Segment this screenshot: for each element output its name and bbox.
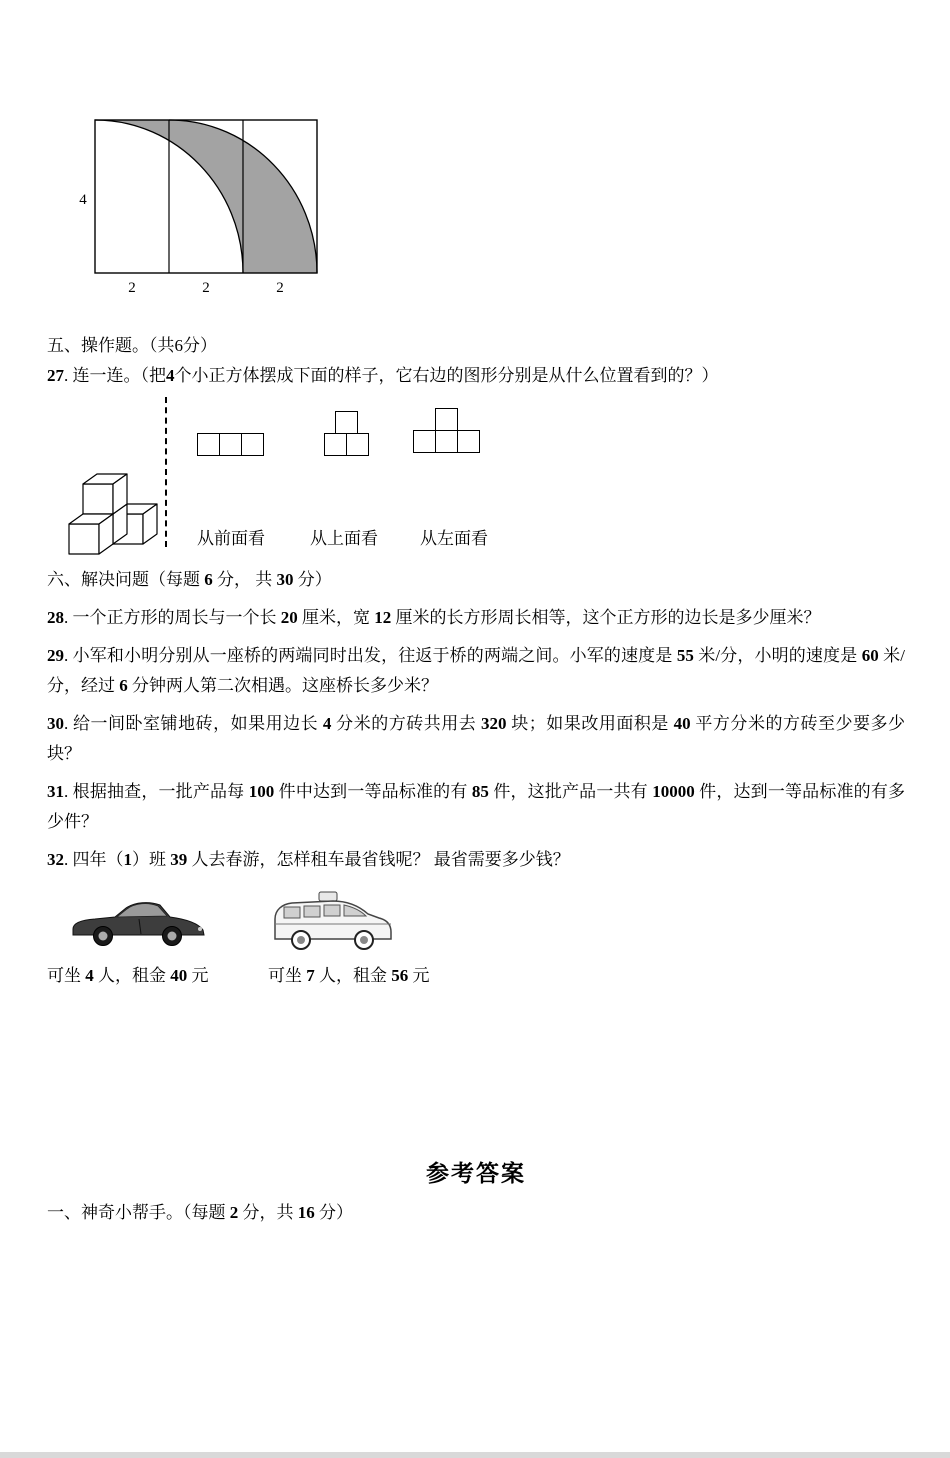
question-29: 29. 小军和小明分别从一座桥的两端同时出发，往返于桥的两端之间。小军的速度是 55 米/分，小明的速度是 60 米/分，经过 6 分钟两人第二次相遇。这座桥长多少米？ bbox=[47, 646, 905, 695]
question-32-figure bbox=[47, 883, 905, 1003]
view-label-top: 从上面看 bbox=[310, 529, 378, 548]
van-caption: 可坐 7 人，租金 56 元 bbox=[268, 966, 430, 985]
section-five-heading: 五、操作题。（共6分） bbox=[47, 336, 217, 355]
car-caption: 可坐 4 人，租金 40 元 bbox=[47, 966, 209, 985]
question-31: 31. 根据抽查，一批产品每 100 件中达到一等品标准的有 85 件，这批产品一共有 10000 件，达到一等品标准的有多少件？ bbox=[47, 782, 906, 831]
width-label: 2 bbox=[202, 280, 210, 296]
scan-edge-artifact bbox=[0, 1452, 950, 1458]
view-grid-left bbox=[413, 408, 480, 453]
shaded-region bbox=[95, 120, 317, 273]
view-grid-top bbox=[324, 411, 369, 456]
answer-section-one-heading: 一、神奇小帮手。（每题 2 分，共 16 分） bbox=[47, 1203, 353, 1222]
geometry-figure-svg bbox=[75, 114, 375, 302]
view-label-front: 从前面看 bbox=[197, 529, 265, 548]
answer-key-title: 参考答案 bbox=[426, 1161, 526, 1186]
view-grid-front bbox=[197, 433, 264, 456]
width-label: 2 bbox=[128, 280, 136, 296]
width-label: 2 bbox=[276, 280, 284, 296]
question-30: 30. 给一间卧室铺地砖，如果用边长 4 分米的方砖共用去 320 块；如果改用面积是 40 平方分米的方砖至少要多少块？ bbox=[47, 714, 906, 763]
question-27: 27. 连一连。（把4个小正方体摆成下面的样子，它右边的图形分别是从什么位置看到的？） bbox=[47, 366, 719, 385]
cubes-figure bbox=[49, 449, 179, 564]
view-label-left: 从左面看 bbox=[420, 529, 488, 548]
question-28: 28. 一个正方形的周长与一个长 20 厘米，宽 12 厘米的长方形周长相等，这个正方形的边长是多少厘米？ bbox=[47, 608, 821, 627]
van-image bbox=[269, 883, 399, 958]
question-32: 32. 四年（1）班 39 人去春游，怎样租车最省钱呢？ 最省需要多少钱？ bbox=[47, 850, 570, 869]
geometry-figure bbox=[75, 114, 905, 307]
divider-dashed-line bbox=[165, 397, 167, 547]
car-image bbox=[69, 889, 209, 951]
section-six-heading: 六、解决问题（每题 6 分， 共 30 分） bbox=[47, 570, 332, 589]
exam-paper-page bbox=[0, 114, 950, 1458]
question-27-figure bbox=[47, 397, 905, 557]
height-label: 4 bbox=[79, 192, 87, 208]
